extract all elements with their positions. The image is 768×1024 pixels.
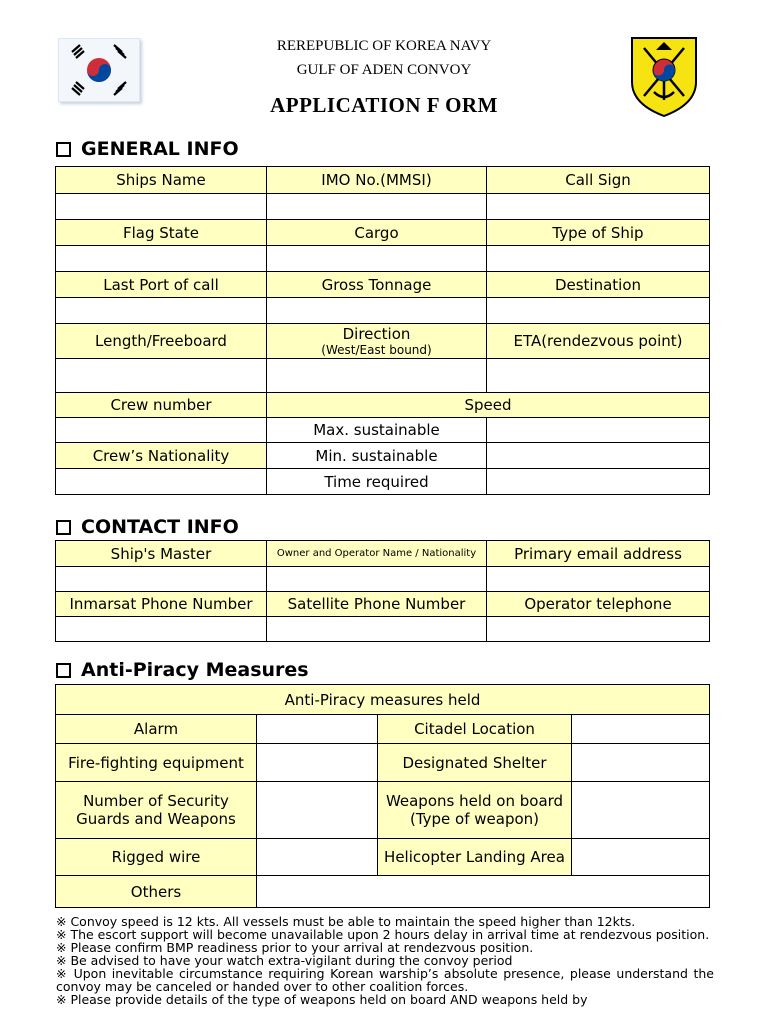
type-of-ship-label: Type of Ship <box>487 220 710 246</box>
cargo-label: Cargo <box>267 220 487 246</box>
ships-name-label: Ships Name <box>56 167 267 194</box>
checkbox-icon <box>56 663 71 678</box>
anti-piracy-title: Anti-Piracy Measures <box>81 659 309 681</box>
imo-label: IMO No.(MMSI) <box>267 167 487 194</box>
weapons-held-label <box>378 782 572 839</box>
general-info-title: GENERAL INFO <box>81 138 239 160</box>
satellite-label: Satellite Phone Number <box>267 592 487 617</box>
min-sustainable-field[interactable] <box>487 443 710 469</box>
direction-label <box>267 324 487 359</box>
gross-tonnage-field[interactable] <box>267 298 487 324</box>
rigged-wire-field[interactable] <box>257 839 378 876</box>
min-sustainable-label: Min. sustainable <box>267 443 487 469</box>
citadel-field[interactable] <box>572 715 710 744</box>
fire-fighting-label: Fire-fighting equipment <box>56 744 257 782</box>
weapons-held-label-text: Weapons held on board <box>385 792 564 810</box>
others-label: Others <box>56 876 257 908</box>
satellite-field[interactable] <box>267 617 487 642</box>
notes-list <box>56 915 714 1006</box>
owner-operator-label <box>267 541 487 567</box>
shelter-field[interactable] <box>572 744 710 782</box>
flag-state-field[interactable] <box>56 246 267 272</box>
max-sustainable-label: Max. sustainable <box>267 418 487 443</box>
direction-label-text: Direction <box>342 325 411 343</box>
rigged-wire-label: Rigged wire <box>56 839 257 876</box>
alarm-field[interactable] <box>257 715 378 744</box>
operator-tel-label: Operator telephone <box>487 592 710 617</box>
operator-tel-field[interactable] <box>487 617 710 642</box>
helicopter-label: Helicopter Landing Area <box>378 839 572 876</box>
time-required-field[interactable] <box>487 469 710 495</box>
max-sustainable-field[interactable] <box>487 418 710 443</box>
navy-emblem-icon <box>628 34 700 118</box>
call-sign-label: Call Sign <box>487 167 710 194</box>
contact-info-table <box>55 540 710 642</box>
weapons-type-label: (Type of weapon) <box>409 810 540 828</box>
crew-number-label: Crew number <box>56 393 267 418</box>
weapons-held-field[interactable] <box>572 782 710 839</box>
eta-label: ETA(rendezvous point) <box>487 324 710 359</box>
primary-email-field[interactable] <box>487 567 710 592</box>
direction-sub-label: (West/East bound) <box>321 343 432 357</box>
general-info-heading <box>56 138 239 160</box>
last-port-label: Last Port of call <box>56 272 267 298</box>
contact-info-title: CONTACT INFO <box>81 516 239 538</box>
checkbox-icon <box>56 142 71 157</box>
citadel-label: Citadel Location <box>378 715 572 744</box>
piracy-measures-held-label: Anti-Piracy measures held <box>56 685 710 715</box>
ships-name-field[interactable] <box>56 194 267 220</box>
form-header <box>0 0 768 130</box>
owner-operator-label-text: Owner and Operator Name / Nationality <box>276 547 477 559</box>
contact-info-heading <box>56 516 239 538</box>
anti-piracy-table <box>55 684 710 908</box>
note-item: ※ Be advised to have your watch extra-vigilant during the convoy period <box>56 953 513 968</box>
crew-number-field[interactable] <box>56 418 267 443</box>
note-item: ※ Please provide details of the type of weapons held on board AND weapons held by <box>56 992 588 1007</box>
crew-nationality-field[interactable] <box>56 469 267 495</box>
security-guards-label: Number of Security Guards and Weapons <box>56 782 257 839</box>
last-port-field[interactable] <box>56 298 267 324</box>
form-title: APPLICATION F ORM <box>270 93 498 117</box>
cargo-field[interactable] <box>267 246 487 272</box>
crew-nationality-label: Crew’s Nationality <box>56 443 267 469</box>
inmarsat-field[interactable] <box>56 617 267 642</box>
primary-email-label: Primary email address <box>487 541 710 567</box>
flag-state-label: Flag State <box>56 220 267 246</box>
shelter-label: Designated Shelter <box>378 744 572 782</box>
alarm-label: Alarm <box>56 715 257 744</box>
call-sign-field[interactable] <box>487 194 710 220</box>
general-info-table <box>55 166 710 495</box>
destination-label: Destination <box>487 272 710 298</box>
length-freeboard-label: Length/Freeboard <box>56 324 267 359</box>
convoy-name: GULF OF ADEN CONVOY <box>296 62 472 78</box>
checkbox-icon <box>56 520 71 535</box>
note-item: ※ The escort support will become unavailable upon 2 hours delay in arrival time at rendezvous position. <box>56 927 710 942</box>
inmarsat-label: Inmarsat Phone Number <box>56 592 267 617</box>
navy-name: REREPUBLIC OF KOREA NAVY <box>276 38 492 54</box>
helicopter-field[interactable] <box>572 839 710 876</box>
gross-tonnage-label: Gross Tonnage <box>267 272 487 298</box>
anti-piracy-heading <box>56 659 309 681</box>
eta-field[interactable] <box>487 359 710 393</box>
ships-master-label: Ship's Master <box>56 541 267 567</box>
length-freeboard-field[interactable] <box>56 359 267 393</box>
imo-field[interactable] <box>267 194 487 220</box>
security-guards-field[interactable] <box>257 782 378 839</box>
destination-field[interactable] <box>487 298 710 324</box>
type-of-ship-field[interactable] <box>487 246 710 272</box>
speed-label: Speed <box>267 393 710 418</box>
note-item: ※ Convoy speed is 12 kts. All vessels must be able to maintain the speed higher than 12kts. <box>56 914 636 929</box>
time-required-label: Time required <box>267 469 487 495</box>
direction-field[interactable] <box>267 359 487 393</box>
fire-fighting-field[interactable] <box>257 744 378 782</box>
note-item: ※ Upon inevitable circumstance requiring Korean warship’s absolute presence, please understand the convoy may be canceled or handed over to other coalition forces. <box>56 966 714 994</box>
ships-master-field[interactable] <box>56 567 267 592</box>
note-item: ※ Please confirm BMP readiness prior to your arrival at rendezvous position. <box>56 940 534 955</box>
others-field[interactable] <box>257 876 710 908</box>
owner-operator-field[interactable] <box>267 567 487 592</box>
